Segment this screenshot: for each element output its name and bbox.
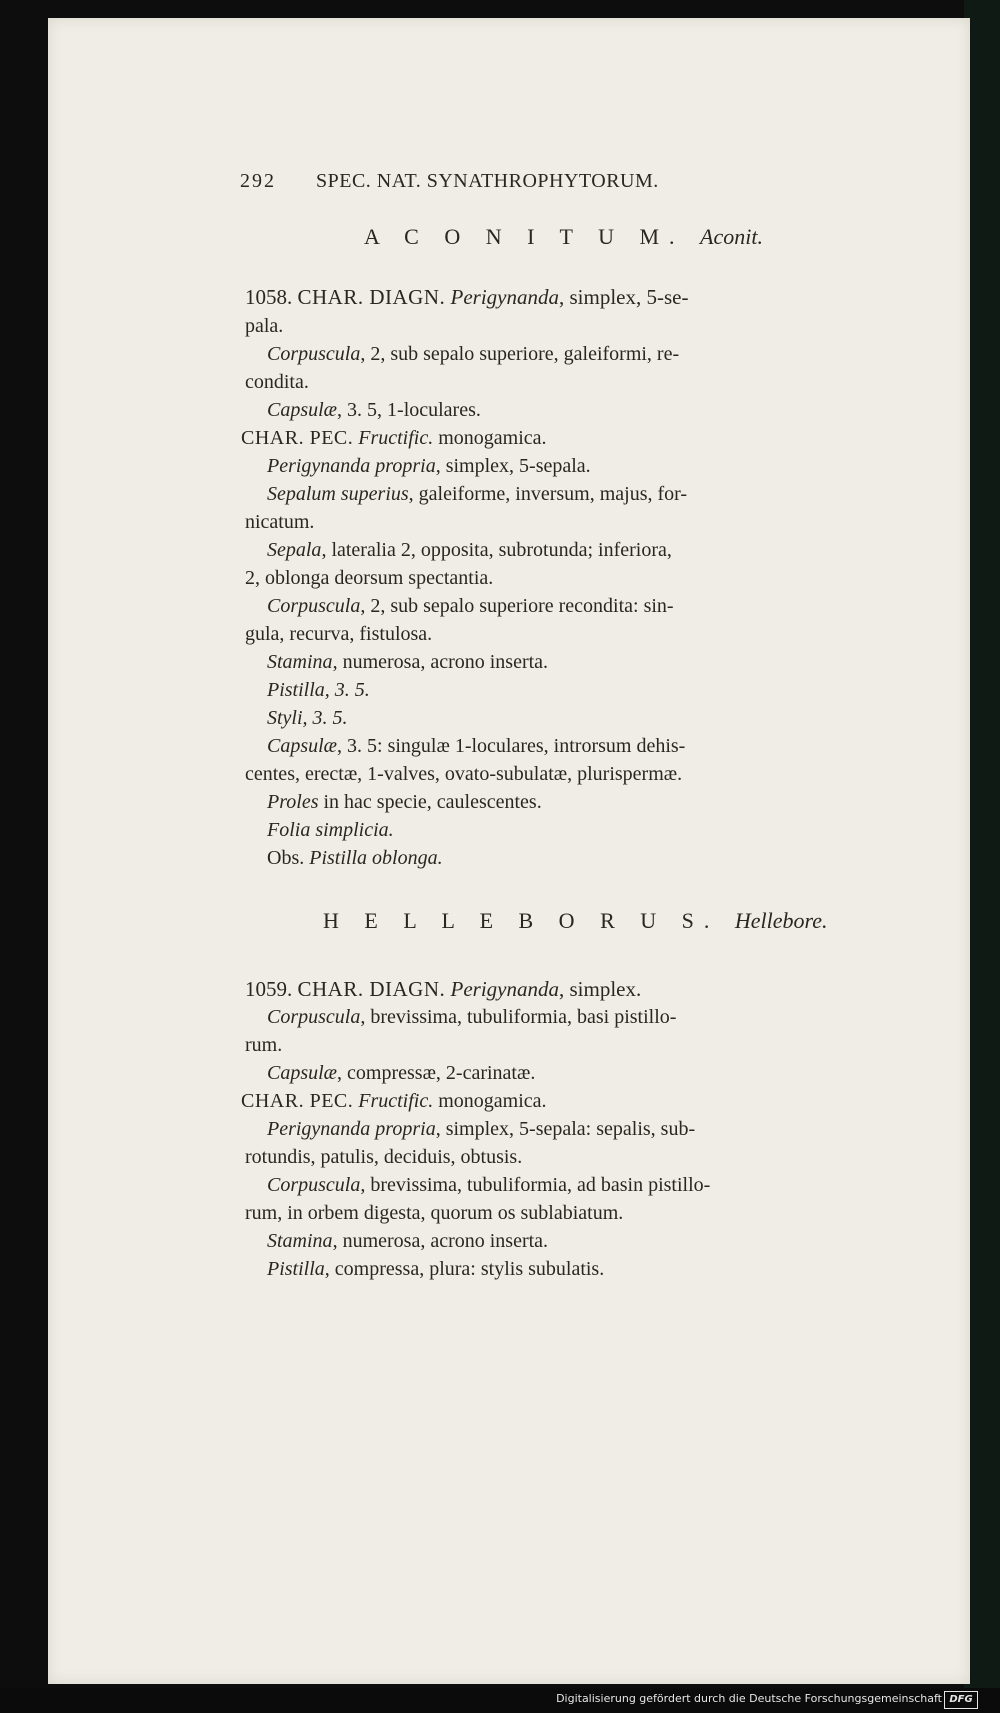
entry-1059-line-7: rotundis, patulis, deciduis, obtusis.	[245, 1146, 523, 1168]
entry-1058-line-9: nicatum.	[245, 511, 315, 533]
entry-1059-line-8: Corpuscula, brevissima, tubuliformia, ad basin pistillo-	[267, 1174, 711, 1196]
genus-latin-name: A C O N I T U M.	[364, 224, 685, 249]
genus-title-aconitum	[364, 224, 763, 250]
page-content	[48, 18, 970, 1684]
page-number: 292	[240, 170, 276, 192]
entry-1058-line-19: Proles in hac specie, caulescentes.	[267, 791, 542, 813]
entry-1059-line-6: Perigynanda propria, simplex, 5-sepala: sepalis, sub-	[267, 1118, 696, 1140]
genus-title-helleborus	[323, 908, 828, 934]
entry-1058-line-17: Capsulæ, 3. 5: singulæ 1-loculares, introrsum dehis-	[267, 735, 686, 757]
entry-1059-line-3: rum.	[245, 1034, 283, 1056]
entry-1059-line-5: CHAR. PEC. Fructific. monogamica.	[241, 1090, 547, 1112]
entry-1058-line-16: Styli, 3. 5.	[267, 707, 348, 729]
entry-1059-line-11: Pistilla, compressa, plura: stylis subulatis.	[267, 1258, 605, 1280]
entry-1058-line-4: condita.	[245, 371, 309, 393]
book-page	[48, 18, 970, 1684]
entry-number: 1058.	[245, 285, 293, 309]
entry-1059-line-4: Capsulæ, compressæ, 2-carinatæ.	[267, 1062, 536, 1084]
entry-1059-line-2: Corpuscula, brevissima, tubuliformia, basi pistillo-	[267, 1006, 677, 1028]
entry-1058-line-7: Perigynanda propria, simplex, 5-sepala.	[267, 455, 591, 477]
entry-1058-line-5: Capsulæ, 3. 5, 1-loculares.	[267, 399, 481, 421]
entry-1058-line-14: Stamina, numerosa, acrono inserta.	[267, 651, 549, 673]
entry-1058-line-8: Sepalum superius, galeiforme, inversum, majus, for-	[267, 483, 688, 505]
digitization-footer	[0, 1688, 1000, 1713]
entry-1058-line-13: gula, recurva, fistulosa.	[245, 623, 433, 645]
entry-1058-line-10: Sepala, lateralia 2, opposita, subrotunda; inferiora,	[267, 539, 672, 561]
entry-1059-line-9: rum, in orbem digesta, quorum os sublabiatum.	[245, 1202, 624, 1224]
entry-1059-line-1: 1059. CHAR. DIAGN. Perigynanda, simplex.	[245, 977, 642, 1001]
entry-number: 1059.	[245, 977, 293, 1001]
running-header	[240, 168, 659, 194]
genus-latin-name: H E L L E B O R U S.	[323, 908, 720, 933]
genus-english-name: Aconit.	[700, 224, 763, 249]
entry-1058-line-1: 1058. CHAR. DIAGN. Perigynanda, simplex, 5-se-	[245, 285, 689, 309]
entry-1058-line-12: Corpuscula, 2, sub sepalo superiore recondita: sin-	[267, 595, 674, 617]
dfg-logo: DFG	[944, 1691, 978, 1709]
genus-english-name: Hellebore.	[734, 908, 828, 933]
footer-credit-text: Digitalisierung gefördert durch die Deutsche Forschungsgemeinschaft	[556, 1692, 942, 1705]
entry-1058-line-20: Folia simplicia.	[267, 819, 394, 841]
entry-1058-line-15: Pistilla, 3. 5.	[267, 679, 370, 701]
entry-1058-line-11: 2, oblonga deorsum spectantia.	[245, 567, 494, 589]
entry-1058-line-3: Corpuscula, 2, sub sepalo superiore, galeiformi, re-	[267, 343, 680, 365]
entry-1058-line-18: centes, erectæ, 1-valves, ovato-subulatæ, plurispermæ.	[245, 763, 683, 785]
entry-1058-line-21: Obs. Pistilla oblonga.	[267, 847, 443, 869]
entry-1058-line-6: CHAR. PEC. Fructific. monogamica.	[241, 427, 547, 449]
entry-1059-line-10: Stamina, numerosa, acrono inserta.	[267, 1230, 549, 1252]
running-title: SPEC. NAT. SYNATHROPHYTORUM.	[316, 170, 659, 192]
entry-1058-line-2: pala.	[245, 315, 284, 337]
